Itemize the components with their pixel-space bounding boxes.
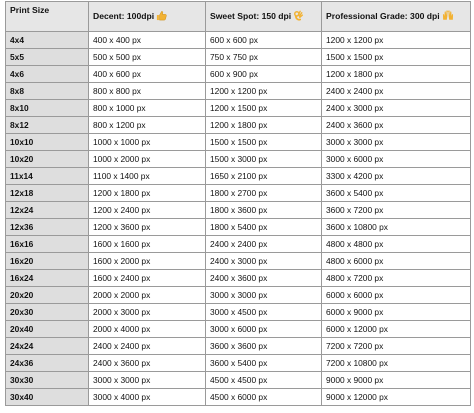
decent-cell: 2400 x 2400 px [89,338,206,355]
sweet-spot-cell: 2400 x 3000 px [206,253,322,270]
header-decent [89,2,206,32]
sweet-spot-cell: 600 x 600 px [206,32,322,49]
decent-cell: 2400 x 3600 px [89,355,206,372]
print-size-cell: 11x14 [6,168,89,185]
table-row [6,151,471,168]
decent-cell: 3000 x 4000 px [89,389,206,406]
print-size-cell: 30x40 [6,389,89,406]
header-sweet-spot-label: Sweet Spot: 150 dpi [210,10,292,21]
decent-cell: 1600 x 2400 px [89,270,206,287]
print-size-cell: 10x10 [6,134,89,151]
print-size-cell: 12x36 [6,219,89,236]
print-size-cell: 20x40 [6,321,89,338]
decent-cell: 2000 x 2000 px [89,287,206,304]
professional-cell: 3000 x 3000 px [322,134,471,151]
professional-cell: 7200 x 10800 px [322,355,471,372]
sweet-spot-cell: 1200 x 1200 px [206,83,322,100]
print-size-cell: 16x24 [6,270,89,287]
sweet-spot-cell: 600 x 900 px [206,66,322,83]
table-row [6,253,471,270]
table-row [6,355,471,372]
table-row [6,134,471,151]
print-size-cell: 24x36 [6,355,89,372]
sweet-spot-cell: 1200 x 1800 px [206,117,322,134]
resolution-table [5,1,471,406]
sweet-spot-cell: 1800 x 5400 px [206,219,322,236]
decent-cell: 800 x 1000 px [89,100,206,117]
decent-cell: 1000 x 1000 px [89,134,206,151]
decent-cell: 1600 x 1600 px [89,236,206,253]
table-row [6,202,471,219]
sweet-spot-cell: 2400 x 3600 px [206,270,322,287]
sweet-spot-cell: 3600 x 5400 px [206,355,322,372]
professional-cell: 1200 x 1200 px [322,32,471,49]
sweet-spot-cell: 1500 x 1500 px [206,134,322,151]
header-row [6,2,471,32]
sweet-spot-cell: 1800 x 3600 px [206,202,322,219]
professional-cell: 9000 x 9000 px [322,372,471,389]
print-size-cell: 20x20 [6,287,89,304]
decent-cell: 1200 x 1800 px [89,185,206,202]
table-row [6,389,471,406]
table-row [6,372,471,389]
decent-cell: 2000 x 4000 px [89,321,206,338]
sweet-spot-cell: 3000 x 4500 px [206,304,322,321]
print-size-cell: 10x20 [6,151,89,168]
professional-cell: 4800 x 7200 px [322,270,471,287]
header-professional [322,2,471,32]
header-decent-label: Decent: 100dpi [93,10,155,21]
professional-cell: 3600 x 10800 px [322,219,471,236]
table-row [6,66,471,83]
print-size-cell: 24x24 [6,338,89,355]
table-row [6,32,471,49]
professional-cell: 2400 x 3600 px [322,117,471,134]
thumbs-up-icon [156,10,167,23]
header-print-size: Print Size [6,2,89,32]
sweet-spot-cell: 1650 x 2100 px [206,168,322,185]
sweet-spot-cell: 2400 x 2400 px [206,236,322,253]
table-row [6,49,471,66]
professional-cell: 1200 x 1800 px [322,66,471,83]
decent-cell: 400 x 400 px [89,32,206,49]
sweet-spot-cell: 1500 x 3000 px [206,151,322,168]
print-size-cell: 12x24 [6,202,89,219]
decent-cell: 400 x 600 px [89,66,206,83]
decent-cell: 1200 x 2400 px [89,202,206,219]
header-sweet-spot [206,2,322,32]
print-size-cell: 16x20 [6,253,89,270]
table-row [6,168,471,185]
professional-cell: 3300 x 4200 px [322,168,471,185]
decent-cell: 800 x 800 px [89,83,206,100]
professional-cell: 4800 x 6000 px [322,253,471,270]
decent-cell: 1100 x 1400 px [89,168,206,185]
print-size-cell: 8x8 [6,83,89,100]
table-row [6,185,471,202]
print-size-cell: 4x6 [6,66,89,83]
sweet-spot-cell: 4500 x 4500 px [206,372,322,389]
professional-cell: 3000 x 6000 px [322,151,471,168]
professional-cell: 7200 x 7200 px [322,338,471,355]
print-size-cell: 5x5 [6,49,89,66]
decent-cell: 2000 x 3000 px [89,304,206,321]
professional-cell: 6000 x 12000 px [322,321,471,338]
professional-cell: 1500 x 1500 px [322,49,471,66]
decent-cell: 3000 x 3000 px [89,372,206,389]
sweet-spot-cell: 1200 x 1500 px [206,100,322,117]
sweet-spot-cell: 3000 x 6000 px [206,321,322,338]
table-row [6,236,471,253]
decent-cell: 800 x 1200 px [89,117,206,134]
table-row [6,304,471,321]
header-professional-label: Professional Grade: 300 dpi [326,10,440,21]
professional-cell: 6000 x 6000 px [322,287,471,304]
sweet-spot-cell: 3600 x 3600 px [206,338,322,355]
print-size-cell: 20x30 [6,304,89,321]
professional-cell: 2400 x 3000 px [322,100,471,117]
professional-cell: 2400 x 2400 px [322,83,471,100]
raised-hands-icon [442,10,454,23]
table-row [6,83,471,100]
table-row [6,338,471,355]
ok-hand-icon [293,10,304,23]
sweet-spot-cell: 1800 x 2700 px [206,185,322,202]
decent-cell: 1600 x 2000 px [89,253,206,270]
print-size-cell: 30x30 [6,372,89,389]
print-size-cell: 8x10 [6,100,89,117]
professional-cell: 3600 x 5400 px [322,185,471,202]
print-size-cell: 4x4 [6,32,89,49]
table-row [6,270,471,287]
print-size-cell: 12x18 [6,185,89,202]
professional-cell: 9000 x 12000 px [322,389,471,406]
sweet-spot-cell: 4500 x 6000 px [206,389,322,406]
decent-cell: 500 x 500 px [89,49,206,66]
table-row [6,287,471,304]
print-size-cell: 16x16 [6,236,89,253]
professional-cell: 6000 x 9000 px [322,304,471,321]
sweet-spot-cell: 3000 x 3000 px [206,287,322,304]
print-size-cell: 8x12 [6,117,89,134]
table-row [6,100,471,117]
table-row [6,219,471,236]
table-row [6,117,471,134]
decent-cell: 1200 x 3600 px [89,219,206,236]
table-row [6,321,471,338]
decent-cell: 1000 x 2000 px [89,151,206,168]
professional-cell: 4800 x 4800 px [322,236,471,253]
professional-cell: 3600 x 7200 px [322,202,471,219]
sweet-spot-cell: 750 x 750 px [206,49,322,66]
